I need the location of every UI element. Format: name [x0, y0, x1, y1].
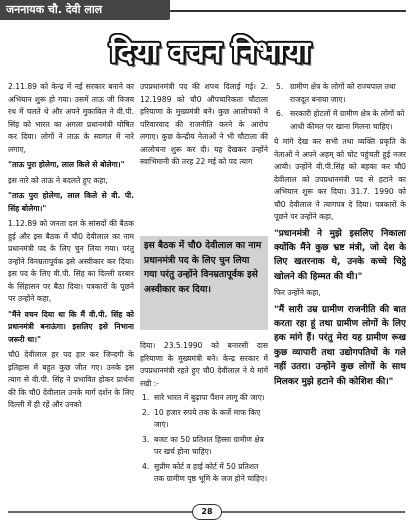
header-rule: [170, 10, 406, 12]
page-number: 28: [192, 504, 222, 520]
article-title-container: [60, 33, 360, 73]
paragraph: 1.12.89 को जनता दल के सांसदों की बैठक हुई और इस बैठक में चौ0 देवीलाल का नाम प्रधानमंत्री पद के लिए चुन लिया गया। परंतु उन्होंने विनम्रतापूर्वक इसे अस्वीकार कर दिया। इस पद के लिए वी.पी. सिंह का दिल्ली दरबार के सिंहासन पर बैठा दिया। पत्रकारों के पूछने पर उन्होंने कहा,: [8, 219, 134, 303]
paragraph: फिर उन्होंने कहा,: [274, 288, 321, 298]
paragraph: चौ0 देवीलाल हर पद हार कर जिन्दगी के इतिहास में बहुत कुछ जीत गए। उनके इस त्याग से वी.पी. सिंह ने प्रभावित होकर प्रार्थना की कि चौ0 देवीलाल उनके मार्ग दर्शन के लिए दिल्ली में ही रहें और उनको: [8, 350, 134, 409]
header-title: जननायक चौ. देवी लाल: [6, 3, 103, 16]
list-item: 1. सारे भारत में बुढ़ापा पैंशन लागू की जाए।: [142, 393, 265, 402]
paragraph: 2.11.89 को केन्द्र में नई सरकार बनाने का अभियान शुरू हो गया। उसमें ताऊ जी विजय रथ में चलते थे और अपने मुकाबिल ने वी.पी. सिंह को भारत का अगला प्रधानमंत्री घोषित कर दिया। लोगों ने ताऊ के स्वागत में नारे लगाए,: [8, 82, 134, 154]
column-3: [274, 81, 406, 501]
paragraph: ये मांगे देख कर सभी तथा व्यक्ति प्रकृति के नेताओं ने अपने अहम् को चोट पहुंचती हुई नजर आयी। उन्होंने वी.पी.सिंह को बहका कर चौ0 देवीलाल को उपप्रधानमंत्री पद से हटाने का अभियान शुरू कर दिया। 31.7. 1990 को चौ0 देवीलाल ने त्यागपत्र दे दिया। पत्रकारों के पूछने पर उन्होंने कहा,: [274, 137, 406, 221]
demands-list-continued: [274, 81, 406, 133]
column-2-lower: [140, 340, 268, 505]
column-1: [8, 81, 134, 501]
list-item: 5. ग्रामीण क्षेत्र के लोगों को राज्यपाल तथा राजदूत बनाया जाए।: [276, 82, 396, 104]
article-title: दिया वचन निभाया: [109, 35, 311, 70]
page-footer: [0, 504, 413, 521]
pull-quote-box: [140, 236, 268, 330]
column-2: [140, 81, 268, 231]
list-item: 4. सुप्रीम कोर्ट व हाई कोर्ट में 50 प्रतिशत तक ग्रामीण पृष्ठ भूमि के जज होने चाहिए।: [142, 461, 268, 483]
list-item: 6. सरकारी होटलों में ग्रामीण क्षेत्र के लोगों को आधी कीमत पर खाना मिलना चाहिए।: [276, 109, 405, 131]
quote: "मैं सारी उम्र ग्रामीण राजनीति की बात करता रहा हूं तथा ग्रामीण लोगों के लिए हक मांगे हैं। परंतु मेरा यह ग्रामीण रूख कुछ व्यापारी तथा उद्योगपतियों के गले नहीं उतरा। उन्होंने कुछ लोगों के साथ मिलकर मुझे हटाने की कोशिश की।": [274, 304, 406, 387]
page-header: [0, 0, 413, 22]
paragraph: दिया। 23.5.1990 को बनारसी दास हरियाणा के मुख्यमंत्री बने। केन्द्र सरकार में उपप्रधानमंत्री रहते हुए चौ0 देवीलाल ने ये मांगें रखी :-: [140, 341, 268, 388]
paragraph: इस नारे को ताऊ ने बदलते हुए कहा,: [8, 175, 108, 185]
quote: "मैंने वचन दिया था कि मैं वी.पी. सिंह को प्रधानमंत्री बनाऊंगा। इसलिए इसे निभाना जरूरी था।": [8, 309, 134, 344]
paragraph: उपप्रधानमंत्री पद की शपथ दिलाई गई। 2. 12.1989 को चौ0 औपचारिकता चौटाला हरियाणा के मुख्यमंत्री बने। कुछ आलोचकों ने परिवारवाद की राजनीति करने के आरोप लगाए। कुछ केन्द्रीय नेताओं ने भी चौटाला की आलोचना शुरू कर दी। यह देखकर उन्होंने स्वाभिमानी की तरह 22 मई को पद त्याग: [140, 82, 268, 166]
quote: "ताऊ पुरा होलेगा, लाल किले से वी. पी. सिंह बोलेगा।": [8, 191, 134, 213]
header-band: [0, 0, 170, 20]
list-item: 3. बजट का 50 प्रतिशत हिस्सा ग्रामीण क्षेत्र पर खर्च होना चाहिए।: [142, 434, 264, 456]
quote: "ताऊ पुरा होलेगा, लाल किले से बोलेगा।": [8, 160, 125, 169]
pull-quote-text: इस बैठक में चौ0 देवीलाल का नाम प्रधानमंत्री पद के लिए चुन लिया गया परंतु उन्होंने विनम्रतापूर्वक इसे अस्वीकार कर दिया।: [144, 240, 262, 295]
list-item: 2. 10 हजार रुपये तक के कर्जे माफ किए जाएं।: [142, 407, 261, 429]
quote: "प्रधानमंत्री ने मुझे इसलिए निकाला क्योंकि मैंने कुछ भ्रष्ट मंत्री, जो देश के लिए खतरनाक थे, उनके कच्चे चिट्ठे खोलने की हिम्मत की थी।": [274, 228, 406, 282]
demands-list: [140, 392, 268, 486]
